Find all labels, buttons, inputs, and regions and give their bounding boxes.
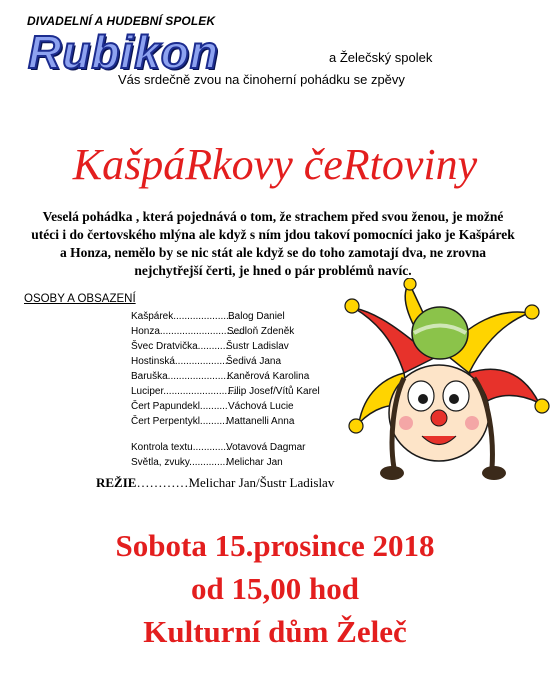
cast-row — [131, 416, 295, 427]
event-venue: Kulturní dům Želeč — [143, 614, 407, 649]
partner-text: a Želečský spolek — [329, 50, 433, 65]
cast-role: Kontrola textu............. — [131, 442, 229, 453]
director-dots: ………… — [136, 475, 189, 490]
cast-actor: Sedloň Zdeněk — [227, 326, 295, 337]
director-line — [96, 475, 334, 491]
cast-row — [131, 442, 306, 453]
cast-row — [131, 457, 283, 468]
cast-row — [131, 386, 320, 397]
cast-role: Kašpárek...................... — [131, 311, 235, 322]
director-label: REŽIE — [96, 475, 137, 490]
cast-row — [131, 311, 285, 322]
cast-actor: Kaněrová Karolina — [227, 371, 310, 382]
invitation-text: Vás srdečně zvou na činoherní pohádku se zpěvy — [118, 72, 405, 87]
event-time: od 15,00 hod — [191, 571, 359, 606]
cast-actor: Šedivá Jana — [226, 356, 282, 367]
cast-role: Švec Dratvička........... — [131, 341, 229, 352]
director-names: Melichar Jan/Šustr Ladislav — [188, 475, 335, 490]
event-date: Sobota 15.prosince 2018 — [115, 528, 435, 563]
cast-row — [131, 401, 294, 412]
cast-role: Hostinská.................... — [131, 356, 231, 367]
cast-actor: Filip Josef/Vítů Karel — [228, 386, 320, 397]
cast-actor: Mattanelli Anna — [226, 416, 295, 427]
cast-actor: Balog Daniel — [228, 311, 285, 322]
cast-role: Baruška........................ — [131, 371, 235, 382]
cast-role: Luciper............................ — [131, 386, 242, 397]
play-description: Veselá pohádka , která pojednává o tom, že strachem před svou ženou, je možné utéci i do čertovského mlýna ale když s ním jdou takoví pomocníci jako je Kašpárek a Honza, nemělo by se nic stát ale když se do toho zamotají dva, ne zrovna nejchytřejší čerti, je hned o pár problémů navíc. — [31, 209, 515, 278]
jester-illustration — [334, 278, 550, 498]
cast-heading: OSOBY A OBSAZENÍ — [24, 293, 136, 305]
cast-role: Světla, zvuky.............. — [131, 457, 229, 468]
cast-role: Čert Perpentykl.......... — [131, 416, 228, 427]
cast-row — [131, 356, 282, 367]
play-title: KašpáRkovy čeRtoviny — [72, 140, 478, 189]
cast-row — [131, 326, 295, 337]
rubikon-logo: Rubikon — [28, 26, 219, 78]
cast-actor: Šustr Ladislav — [226, 341, 289, 352]
organizer-line: DIVADELNÍ A HUDEBNÍ SPOLEK — [27, 14, 216, 28]
cast-row — [131, 341, 289, 352]
cast-role: Čert Papundekl.......... — [131, 401, 228, 412]
cast-actor: Votavová Dagmar — [226, 442, 306, 453]
cast-role: Honza.............................. — [131, 326, 244, 337]
cast-row — [131, 371, 310, 382]
cast-actor: Melichar Jan — [226, 457, 283, 468]
cast-actor: Váchová Lucie — [228, 401, 294, 412]
